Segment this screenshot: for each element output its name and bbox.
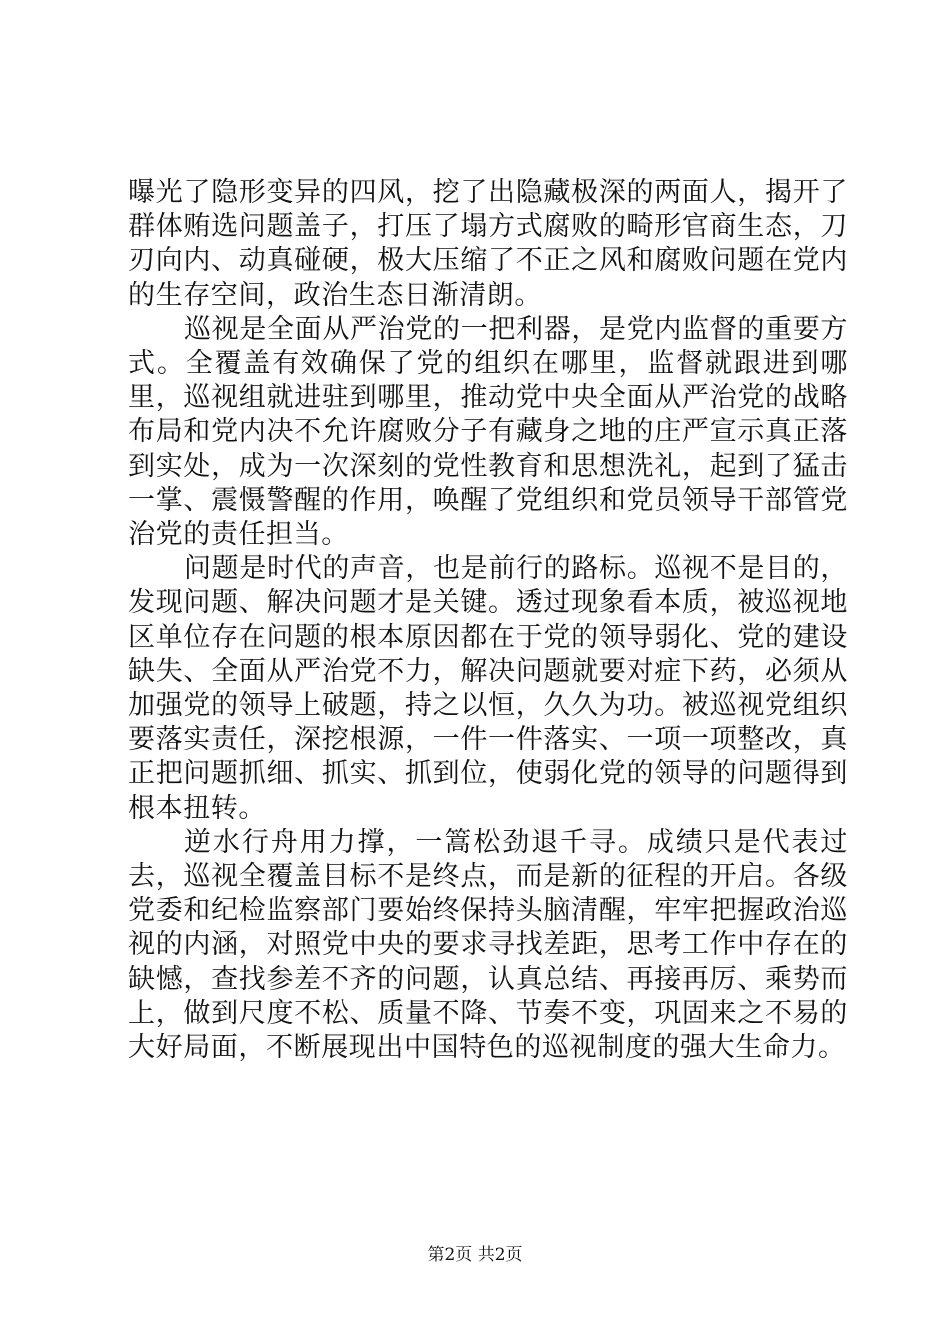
paragraph-1: 曝光了隐形变异的四风，挖了出隐藏极深的两面人，揭开了群体贿选问题盖子，打压了塌方式腐败的畸形官商生态，刀刃向内、动真碰硬，极大压缩了不正之风和腐败问题在党内的生存空间，政治生态日渐清朗。: [128, 177, 848, 311]
document-body: [128, 176, 848, 1065]
page-number-label: 第2页 共2页: [427, 1245, 523, 1265]
page-footer: [0, 1244, 950, 1266]
paragraph-2: 巡视是全面从严治党的一把利器，是党内监督的重要方式。全覆盖有效确保了党的组织在哪里，监督就跟进到哪里，巡视组就进驻到哪里，推动党中央全面从严治党的战略布局和党内决不允许腐败分子有藏身之地的庄严宣示真正落到实处，成为一次深刻的党性教育和思想洗礼，起到了猛击一掌、震慑警醒的作用，唤醒了党组织和党员领导干部管党治党的责任担当。: [128, 313, 848, 551]
paragraph-4: 逆水行舟用力撑，一篙松劲退千寻。成绩只是代表过去，巡视全覆盖目标不是终点，而是新的征程的开启。各级党委和纪检监察部门要始终保持头脑清醒，牢牢把握政治巡视的内涵，对照党中央的要求寻找差距，思考工作中存在的缺憾，查找参差不齐的问题，认真总结、再接再厉、乘势而上，做到尺度不松、质量不降、节奏不变，巩固来之不易的大好局面，不断展现出中国特色的巡视制度的强大生命力。: [128, 826, 848, 1064]
paragraph-3: 问题是时代的声音，也是前行的路标。巡视不是目的，发现问题、解决问题才是关键。透过现象看本质，被巡视地区单位存在问题的根本原因都在于党的领导弱化、党的建设缺失、全面从严治党不力，解决问题就要对症下药，必须从加强党的领导上破题，持之以恒，久久为功。被巡视党组织要落实责任，深挖根源，一件一件落实、一项一项整改，真正把问题抓细、抓实、抓到位，使弱化党的领导的问题得到根本扭转。: [128, 553, 848, 824]
